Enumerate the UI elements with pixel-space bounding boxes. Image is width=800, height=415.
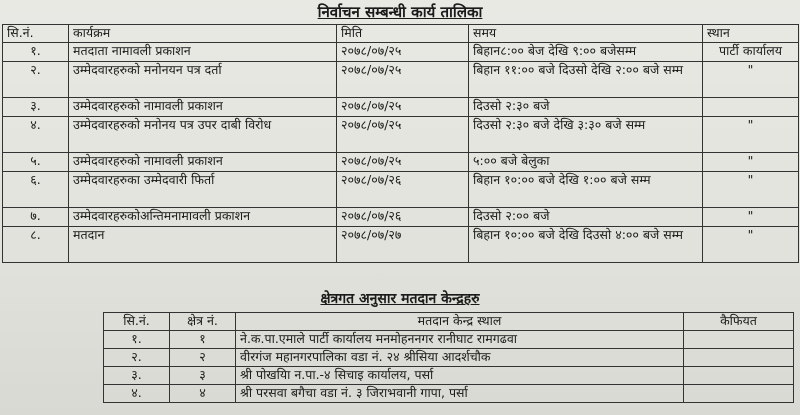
schedule-table bbox=[2, 24, 799, 263]
header-program: कार्यक्रम bbox=[69, 25, 337, 43]
table-row bbox=[104, 367, 794, 385]
row-date: २०७८/०७/२५ bbox=[337, 153, 469, 172]
row-time: बिहान८:०० बेज देखि ९:०० बजेसम्म bbox=[469, 43, 703, 62]
row-place: पार्टी कार्यालय bbox=[703, 43, 799, 62]
row-place: " bbox=[703, 117, 799, 153]
table-row bbox=[3, 227, 799, 263]
row-sn: ५. bbox=[3, 153, 69, 172]
row-date: २०७८/०७/२६ bbox=[337, 172, 469, 208]
table-row bbox=[3, 62, 799, 98]
table-row bbox=[3, 172, 799, 208]
row-place: " bbox=[703, 153, 799, 172]
row-time: दिउसो २:३० बजे bbox=[469, 98, 703, 117]
row-remark bbox=[684, 349, 794, 367]
row-center: वीरगंज महानगरपालिका वडा नं. २४ श्रीसिया आदर्शचौक bbox=[236, 349, 684, 367]
row-time: ५:०० बजे बेलुका bbox=[469, 153, 703, 172]
header-center: मतदान केन्द्र स्थाल bbox=[236, 313, 684, 331]
row-date: २०७८/०७/२७ bbox=[337, 227, 469, 263]
row-time: दिउसो २:३० बजे देखि ३:३० बजे सम्म bbox=[469, 117, 703, 153]
table-row bbox=[3, 153, 799, 172]
row-program: उम्मेदवारहरुको नामावली प्रकाशन bbox=[69, 98, 337, 117]
header-area: क्षेत्र नं. bbox=[170, 313, 236, 331]
row-time: बिहान १०:०० बजे देखि १:०० बजे सम्म bbox=[469, 172, 703, 208]
header-date: मिति bbox=[337, 25, 469, 43]
row-sn: २. bbox=[3, 62, 69, 98]
row-remark bbox=[684, 385, 794, 403]
row-program: मतदाता नामावली प्रकाशन bbox=[69, 43, 337, 62]
row-program: उम्मेदवारहरुको नामावली प्रकाशन bbox=[69, 153, 337, 172]
row-sn: ६. bbox=[3, 172, 69, 208]
row-place: " bbox=[703, 227, 799, 263]
row-sn: ८. bbox=[3, 227, 69, 263]
row-place: " bbox=[703, 62, 799, 98]
header-remark: कैफियत bbox=[684, 313, 794, 331]
centers-table bbox=[103, 312, 794, 403]
row-area: ४ bbox=[170, 385, 236, 403]
row-sn: ४. bbox=[3, 117, 69, 153]
row-center: ने.क.पा.एमाले पार्टी कार्यालय मनमोहननगर रानीघाट रामगढवा bbox=[236, 331, 684, 349]
row-area: १ bbox=[170, 331, 236, 349]
row-center: श्री परसवा बगैचा वडा नं. ३ जिराभवानी गापा, पर्सा bbox=[236, 385, 684, 403]
row-sn: १. bbox=[3, 43, 69, 62]
header-time: समय bbox=[469, 25, 703, 43]
row-date: २०७८/०७/२५ bbox=[337, 62, 469, 98]
header-place: स्थान bbox=[703, 25, 799, 43]
row-date: २०७८/०७/२५ bbox=[337, 117, 469, 153]
row-program: उम्मेदवारहरुका उम्मेदवारी फिर्ता bbox=[69, 172, 337, 208]
row-sn: ४. bbox=[104, 385, 170, 403]
row-program: मतदान bbox=[69, 227, 337, 263]
table-row bbox=[3, 117, 799, 153]
row-sn: १. bbox=[104, 331, 170, 349]
row-time: बिहान ११:०० बजे दिउसो देखि २:०० बजे सम्म bbox=[469, 62, 703, 98]
row-program: उम्मेदवारहरुको मनोनयन पत्र दर्ता bbox=[69, 62, 337, 98]
row-place: " bbox=[703, 208, 799, 227]
row-area: ३ bbox=[170, 367, 236, 385]
row-time: दिउसो २:०० बजे bbox=[469, 208, 703, 227]
row-center: श्री पोखयिा न.पा.-४ सिचाइ कार्यालय, पर्सा bbox=[236, 367, 684, 385]
row-time: बिहान १०:०० बजे देखि दिउसो ४:०० बजे सम्म bbox=[469, 227, 703, 263]
table-row bbox=[3, 43, 799, 62]
row-sn: ३. bbox=[3, 98, 69, 117]
row-date: २०७८/०७/२५ bbox=[337, 43, 469, 62]
row-program: उम्मेदवारहरुको मनोनय पत्र उपर दाबी विरोध bbox=[69, 117, 337, 153]
header-sn: सि.नं. bbox=[3, 25, 69, 43]
row-remark bbox=[684, 367, 794, 385]
centers-title: क्षेत्रगत अनुसार मतदान केन्द्रहरु bbox=[320, 291, 480, 307]
table-row bbox=[104, 349, 794, 367]
header-sn: सि.नं. bbox=[104, 313, 170, 331]
row-date: २०७८/०७/२६ bbox=[337, 208, 469, 227]
table-row bbox=[104, 385, 794, 403]
row-sn: २. bbox=[104, 349, 170, 367]
table-row bbox=[104, 331, 794, 349]
row-date: २०७८/०७/२५ bbox=[337, 98, 469, 117]
table-row bbox=[3, 98, 799, 117]
row-remark bbox=[684, 331, 794, 349]
row-area: २ bbox=[170, 349, 236, 367]
row-place bbox=[703, 98, 799, 117]
schedule-title: निर्वाचन सम्बन्धी कार्य तालिका bbox=[317, 3, 483, 21]
row-sn: ७. bbox=[3, 208, 69, 227]
row-program: उम्मेदवारहरुकोअन्तिमनामावली प्रकाशन bbox=[69, 208, 337, 227]
table-row bbox=[3, 208, 799, 227]
row-place: " bbox=[703, 172, 799, 208]
row-sn: ३. bbox=[104, 367, 170, 385]
